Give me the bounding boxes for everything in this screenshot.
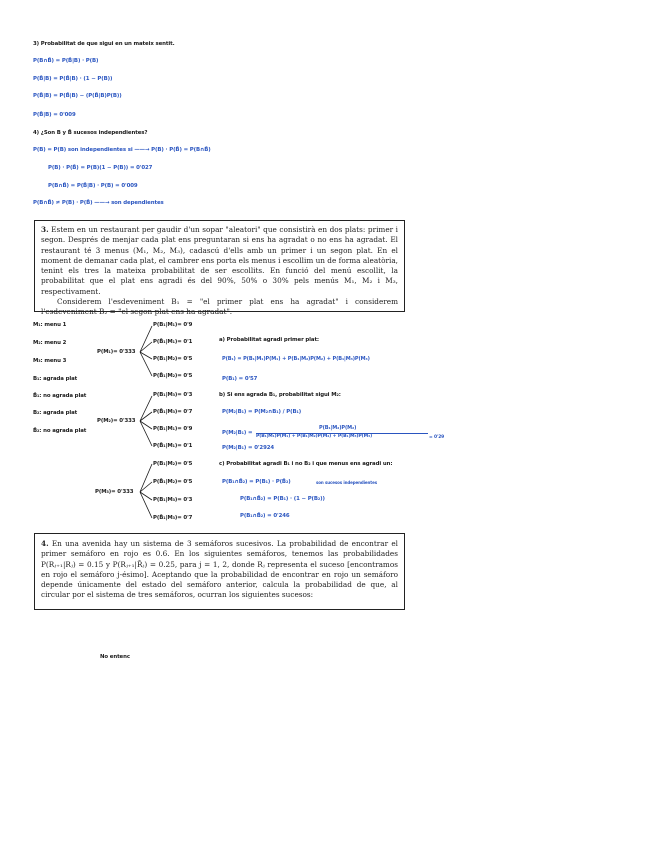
legend-item: B₁: agrada plat — [33, 376, 78, 382]
solution-c-line: P(B₁∩B̄₂) = P(B₁) · P(B̄₂) — [222, 479, 291, 485]
note-line: P(B) = P(B) son independientes si ——→ P(B) · P(B̄) = P(B∩B̄) — [33, 147, 211, 153]
problem-text: Considerem l'esdeveniment B₁ = "el primer plat ens ha agradat" i considerem l'esdeveniment B₂ = "el segon plat ens ha agradat". — [41, 297, 398, 317]
tree-branch: P(B₁|M₃)= 0'3 — [153, 497, 193, 503]
solution-a-equation: P(B₁) = P(B₁|M₁)P(M₁) + P(B₁|M₂)P(M₂) + P(B₁|M₃)P(M₃) — [222, 356, 370, 362]
legend-item: M₃: menu 3 — [33, 358, 67, 364]
tree-branch: P(B̄₁|M₃)= 0'7 — [153, 515, 193, 521]
legend-item: M₁: menu 1 — [33, 322, 67, 328]
tree-branch: P(B₁|M₁)= 0'9 — [153, 426, 193, 432]
note-line: P(B̄|B) = P(B̄|B) − (P(B̄|B)P(B)) — [33, 93, 122, 99]
problem-4-box — [34, 533, 405, 610]
tree-branch: P(B̄₁|M₂)= 0'5 — [153, 373, 193, 379]
tree-branch: P(B₁|M₂)= 0'5 — [153, 461, 193, 467]
note-line: P(B∩B̄) = P(B̄|B) · P(B) = 0'009 — [48, 183, 138, 189]
tree-branch: P(B₁|M₁)= 0'9 — [153, 322, 193, 328]
tree-branch: P(B̄₁|M₂)= 0'5 — [153, 479, 193, 485]
note-line: 4) ¿Son B y B̄ sucesos independientes? — [33, 130, 148, 136]
solution-b-lhs: P(M₂|B₁) = — [222, 430, 253, 436]
note-line: P(B∩B̄) ≠ P(B) · P(B̄) ——→ son dependientes — [33, 200, 164, 206]
problem-number: 3. — [41, 225, 49, 234]
solution-c-title: c) Probabilitat agradi B₁ i no B₂ i que menus ens agradi un: — [219, 461, 393, 467]
solution-b-tail: = 0'29 — [429, 435, 445, 440]
tree-root: P(M₁)= 0'333 — [97, 349, 136, 355]
problem-text: En una avenida hay un sistema de 3 semáforos sucesivos. La probabilidad de encontrar el primer semáforo en rojo es 0.6. En los siguientes semáforos, tenemos las probabilidades P(Rⱼ₊₁|Rⱼ) = 0.15 y P(Rⱼ₊₁|R̄ⱼ) = 0.25, para j = 1, 2, donde Rⱼ representa el suceso [encontramos en rojo el semáforo j-ésimo]. Aceptando que la probabilidad de encontrar en rojo un semáforo depende únicamente del estado del semáforo anterior, calcula la probabilidad de que, al circular por el sistema de tres semáforos, ocurran los siguientes sucesos: — [41, 539, 398, 600]
solution-c-result: P(B₁∩B̄₂) = 0'246 — [240, 513, 290, 519]
legend-item: M₂: menu 2 — [33, 340, 67, 346]
tree-root: P(M₂)= 0'333 — [97, 418, 136, 424]
solution-b-result: P(M₂|B₁) = 0'2924 — [222, 445, 275, 451]
tree-branch: P(B₁|M₃)= 0'3 — [153, 392, 193, 398]
solution-b-numerator: P(B₁|M₂)P(M₂) — [319, 425, 357, 431]
tree-branch: P(B̄₁|M₃)= 0'7 — [153, 409, 193, 415]
problem-text: Estem en un restaurant per gaudir d'un sopar "aleatori" que consistirà en dos plats: primer i segon. Després de menjar cada plat ens preguntaran si ens ha agradat o no ens ha agradat. El restaurant té 3 menus (M₁, M₂, M₃), cadascú d'ells amb un primer i un segon plat. En el moment de demanar cada plat, el cambrer ens porta els menus i escollim un de forma aleatòria, tenint els tres la mateixa probabilitat de ser escollits. En funció del menú escollit, la probabilitat que el plat ens agradi és del 90%, 50% o 30% pels menús M₁, M₂ i M₃, respectivament. — [41, 225, 398, 296]
solution-c-line: P(B₁∩B̄₂) = P(B₁) · (1 − P(B₂)) — [240, 496, 325, 502]
solution-b-line: P(M₂|B₁) = P(M₂∩B₁) / P(B₁) — [222, 409, 302, 415]
problem-number: 4. — [41, 539, 49, 548]
tree-branch: P(B̄₁|M₁)= 0'1 — [153, 443, 193, 449]
solution-b-denominator: P(B₁|M₁)P(M₁) + P(B₁|M₂)P(M₂) + P(B₁|M₃)P(M₃) — [256, 434, 373, 439]
legend-item: B₂: agrada plat — [33, 410, 78, 416]
solution-a-result: P(B₁) = 0'57 — [222, 376, 258, 382]
note-line: 3) Probabilitat de que sigui en un mateix sentit. — [33, 41, 175, 47]
note-line: P(B) · P(B̄) = P(B)(1 − P(B)) = 0'027 — [48, 165, 153, 171]
solution-b-title: b) Si ens agrada B₁, probabilitat sigui M₂: — [219, 392, 341, 398]
note-line: P(B̄|B) = P(B̄|B) · (1 − P(B)) — [33, 76, 113, 82]
solution-a-title: a) Probabilitat agradi primer plat: — [219, 337, 319, 343]
tree-branch: P(B₁|M₂)= 0'5 — [153, 356, 193, 362]
legend-item: B̄₁: no agrada plat — [33, 393, 87, 399]
handwritten-note: No entenc — [100, 654, 130, 660]
note-line: P(B∩B̄) = P(B̄|B) · P(B) — [33, 58, 99, 64]
solution-c-note: son sucesos independientes — [316, 480, 378, 485]
note-line: P(B̄|B) = 0'009 — [33, 112, 76, 118]
tree-root: P(M₃)= 0'333 — [95, 489, 134, 495]
legend-item: B̄₂: no agrada plat — [33, 428, 87, 434]
tree-branch: P(B̄₁|M₁)= 0'1 — [153, 339, 193, 345]
